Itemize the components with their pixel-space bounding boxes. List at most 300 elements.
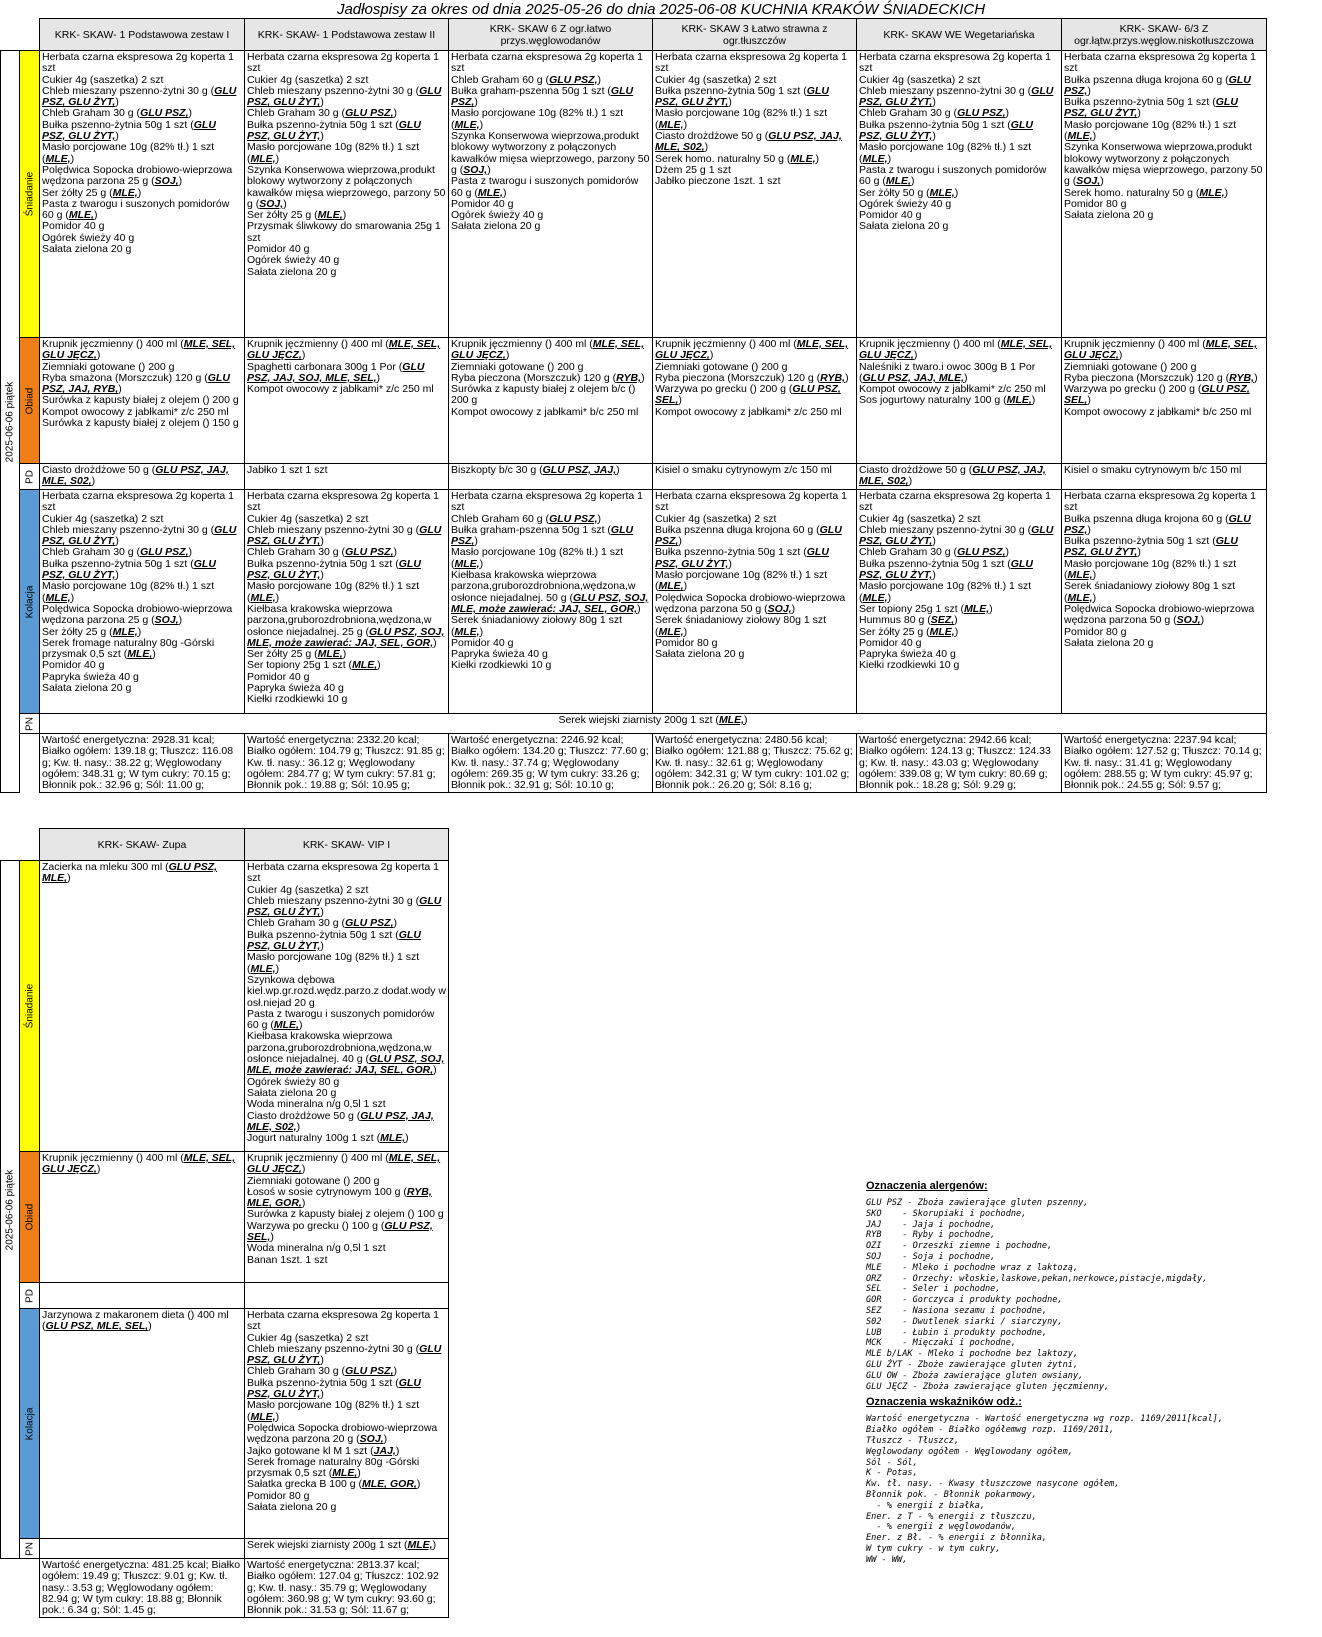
menu-item: Szynka Konserwowa wieprzowa,produkt blokowy wytworzony z połączonych kawałków mięsa wieprzowego, parzony 50 g (SOJ,) [451, 130, 650, 176]
allergen-codes: SOJ, [359, 1433, 384, 1446]
menu-item: Pasta z twarogu i suszonych pomidorów 60 g (MLE,) [42, 197, 230, 222]
menu-item: Kiełki rzodkiewki 10 g [859, 659, 960, 672]
meal-label-pd: PD [20, 1283, 40, 1309]
allergen-codes: MLE, [112, 625, 138, 638]
menu-item: Krupnik jęczmienny () 400 ml (MLE, SEL, GLU JĘCZ,) [859, 338, 1053, 362]
diet-header: KRK- SKAW- VIP I [245, 829, 449, 861]
menu-item: Szynka Konserwowa wieprzowa,produkt blokowy wytworzony z połączonych kawałków mięsa wieprzowego, parzony 50 g (SOJ,) [247, 163, 446, 210]
pd-cell [857, 464, 1062, 490]
menu-item: Serek śniadaniowy ziołowy 80g 1 szt (MLE,) [1064, 580, 1236, 604]
allergen-codes: GLU PSZ, JAJ, SOJ, MLE, SEL, [247, 360, 425, 384]
menu-item: Krupnik jęczmienny () 400 ml (MLE, SEL, GLU JĘCZ,) [42, 338, 236, 362]
allergen-codes: GLU PSZ, [957, 107, 1006, 120]
lunch-cell [40, 338, 245, 464]
legend-entry: MLE b/LAK - Mleko i pochodne bez laktozy, [866, 1349, 1079, 1360]
allergen-codes: GLU PSZ, SEL, [1064, 383, 1250, 407]
legend-entry: MCK - Mięczaki i pochodne, [866, 1338, 1017, 1349]
menu-item: Herbata czarna ekspresowa 2g koperta 1 szt [247, 490, 440, 514]
allergen-codes: SOJ, [767, 602, 792, 615]
allergen-codes: MLE, SEL, GLU JĘCZ, [42, 1152, 236, 1176]
diet-header: KRK- SKAW- 1 Podstawowa zestaw I [40, 19, 245, 51]
menu-item: Bułka pszenno-żytnia 50g 1 szt (GLU PSZ, GLU ŻYT,) [247, 1376, 421, 1401]
menu-item: Dżem 25 g 1 szt [655, 163, 731, 176]
menu-item: Pomidor 40 g [42, 220, 105, 233]
allergen-codes: GLU PSZ, GLU ŻYT, [247, 894, 442, 919]
menu-item: Ser topiony 25g 1 szt (MLE,) [859, 602, 993, 615]
menu-item: Papryka świeża 40 g [247, 682, 344, 695]
legend-entry: Białko ogółem - Białko ogółemwg rozp. 1169/2011, [866, 1425, 1115, 1436]
menu-item: Krupnik jęczmienny () 400 ml (MLE, SEL, GLU JĘCZ,) [42, 1152, 236, 1176]
menu-item: Bułka graham-pszenna 50g 1 szt (GLU PSZ,) [451, 523, 634, 548]
allergen-codes: GLU PSZ, MLE, SEL, [45, 1320, 149, 1333]
allergen-list [866, 1198, 1316, 1392]
menu-item: Masło porcjowane 10g (82% tł.) 1 szt (MLE,) [655, 107, 828, 131]
lunch-cell [857, 338, 1062, 464]
pd-cell [653, 464, 857, 490]
allergen-codes: GLU PSZ, GLU ŻYT, [42, 84, 237, 109]
menu-item: Krupnik jęczmienny () 400 ml (MLE, SEL, GLU JĘCZ,) [451, 338, 645, 362]
allergen-codes: GLU PSZ, JAJ, MLE, S02, [859, 464, 1046, 488]
menu-item: Bułka pszenno-żytnia 50g 1 szt (GLU PSZ, GLU ŻYT,) [1064, 96, 1238, 120]
allergen-codes: SOJ, [1076, 175, 1101, 188]
menu-item: Kompot owocowy z jabłkami* z/c 250 ml [247, 383, 434, 396]
allergen-codes: RYB, [820, 371, 846, 384]
dinner-cell [1062, 490, 1267, 714]
allergen-codes: GLU PSZ, GLU ŻYT, [247, 928, 421, 953]
menu-item: Chleb Graham 30 g (GLU PSZ,) [859, 546, 1009, 559]
menu-item: Sałata zielona 20 g [859, 220, 949, 233]
allergen-codes: MLE, [250, 152, 276, 165]
allergen-codes: MLE, SEL, GLU JĘCZ, [42, 338, 236, 362]
nutrition-cell: Wartość energetyczna: 2942.66 kcal; Białko ogółem: 124.13 g; Tłuszcz: 124.33 g; Kw. tł. nasy.: 43.03 g; Węglowodany ogółem: 339.08 g; W tym cukry: 80.69 g; Błonnik pok.: 18.28 g; Sól: 9.29 g; [857, 734, 1062, 793]
menu-item: Papryka świeża 40 g [42, 670, 139, 683]
meal-label-pn: PN [20, 714, 40, 734]
diet-header: KRK- SKAW- Zupa [40, 829, 245, 861]
menu-item: Przysmak śliwkowy do smarowania 25g 1 szt [247, 220, 441, 244]
allergen-codes: MLE, [1067, 569, 1093, 582]
menu-item: Sałata zielona 20 g [42, 682, 132, 695]
menu-item: Cukier 4g (saszetka) 2 szt [655, 512, 777, 525]
lunch-cell [1062, 338, 1267, 464]
allergen-codes: GLU PSZ, SOJ, MLE, może zawierać: JAJ, SEL, GOR, [451, 591, 649, 615]
menu-item: Herbata czarna ekspresowa 2g koperta 1 szt [1064, 490, 1257, 514]
legend-entry: RYB - Ryby i pochodne, [866, 1230, 996, 1241]
breakfast-cell [40, 861, 245, 1152]
menu-item: Ser żółty 50 g (MLE,) [859, 186, 959, 199]
menu-item: Masło porcjowane 10g (82% tł.) 1 szt (MLE,) [247, 580, 420, 604]
menu-item: Chleb Graham 30 g (GLU PSZ,) [247, 917, 397, 930]
menu-item: Warzywa po grecku () 100 g (GLU PSZ, SEL,) [247, 1219, 433, 1244]
menu-item: Krupnik jęczmienny () 400 ml (MLE, SEL, GLU JĘCZ,) [247, 338, 441, 362]
menu-item: Ser żółty 25 g (MLE,) [42, 186, 142, 199]
menu-item: Polędwica Sopocka drobiowo-wieprzowa wędzona parzona 20 g (SOJ,) [247, 1421, 438, 1446]
menu-item: Chleb Graham 30 g (GLU PSZ,) [42, 107, 192, 120]
menu-item: Ogórek świeży 80 g [247, 1075, 340, 1088]
menu-item: Warzywa po grecku () 200 g (GLU PSZ, SEL,) [655, 383, 841, 407]
allergen-codes: MLE, [658, 580, 684, 593]
legend-entry: MLE - Mleko i pochodne wraz z laktozą, [866, 1262, 1079, 1273]
menu-item: Kompot owocowy z jabłkami* b/c 250 ml [451, 405, 639, 418]
menu-item: Ogórek świeży 40 g [859, 197, 952, 210]
meal-label-breakfast: Śniadanie [20, 51, 40, 338]
breakfast-cell [40, 51, 245, 338]
menu-item: Ser żółty 25 g (MLE,) [247, 648, 347, 661]
allergen-codes: GLU PSZ, SOJ, MLE, może zawierać: JAJ, SEL, GOR, [247, 625, 445, 649]
menu-item: Jogurt naturalny 100g 1 szt (MLE,) [247, 1132, 409, 1145]
menu-item: Bułka pszenno-żytnia 50g 1 szt (GLU PSZ, GLU ŻYT,) [859, 118, 1033, 143]
legend-entry: K - Potas, [866, 1468, 918, 1479]
legend-entry: WW - WW, [866, 1554, 908, 1565]
menu-item: Masło porcjowane 10g (82% tł.) 1 szt (MLE,) [1064, 118, 1237, 143]
menu-item: Kisiel o smaku cytrynowym b/c 150 ml [1064, 464, 1242, 476]
legend-entry: GLU OW - Zboża zawierające gluten owsiany, [866, 1370, 1084, 1381]
allergen-codes: GLU PSZ, JAJ, MLE, S02, [42, 464, 229, 488]
legend-entry: SEZ - Nasiona sezamu i pochodne, [866, 1305, 1048, 1316]
menu-table-bottom [0, 828, 449, 1618]
menu-item: Hummus 80 g (SEZ,) [859, 614, 958, 627]
allergen-codes: MLE, [45, 152, 71, 165]
allergen-codes: MLE, [929, 625, 955, 638]
allergen-codes: GLU PSZ, MLE, [42, 861, 218, 885]
allergen-codes: MLE, GOR, [361, 1478, 417, 1491]
menu-item: Masło porcjowane 10g (82% tł.) 1 szt (MLE,) [247, 1399, 420, 1423]
menu-item: Masło porcjowane 10g (82% tł.) 1 szt (MLE,) [451, 546, 624, 570]
menu-item: Cukier 4g (saszetka) 2 szt [247, 1331, 369, 1344]
menu-item: Banan 1szt. 1 szt [247, 1253, 328, 1266]
menu-item: Bułka pszenno-żytnia 50g 1 szt (GLU PSZ, GLU ŻYT,) [859, 557, 1033, 582]
allergen-codes: GLU PSZ, [1064, 73, 1251, 97]
allergen-codes: SOJ, [154, 614, 179, 627]
allergen-codes: MLE, [407, 1539, 433, 1551]
menu-item: Ciasto drożdżowe 50 g (GLU PSZ, JAJ, MLE, S02,) [247, 1109, 434, 1133]
indicator-list [866, 1414, 1316, 1565]
allergen-codes: RYB, MLE, GOR, [247, 1185, 432, 1210]
menu-item: Ogórek świeży 40 g [451, 209, 544, 222]
menu-item: Chleb mieszany pszenno-żytni 30 g (GLU PSZ, GLU ŻYT,) [247, 523, 442, 548]
allergen-codes: MLE, SEL, GLU JĘCZ, [247, 338, 441, 362]
menu-item: Biszkopty b/c 30 g (GLU PSZ, JAJ,) [451, 464, 620, 476]
menu-item: Kiełbasa krakowska wieprzowa parzona,gruborozdrobniona,wędzona,w osłonce niejadalnej. 25 g (GLU PSZ, SOJ, MLE, może zawierać: JAJ, SEL, GOR,) [247, 602, 445, 649]
menu-item: Cukier 4g (saszetka) 2 szt [42, 73, 164, 86]
menu-item: Bułka pszenno-żytnia 50g 1 szt (GLU PSZ, GLU ŻYT,) [42, 118, 216, 143]
dinner-cell [40, 1309, 245, 1539]
legend-entry: SEL - Seler i pochodne, [866, 1284, 1001, 1295]
menu-item: Pomidor 80 g [655, 636, 718, 649]
diet-header: KRK- SKAW- 6/3 Z ogr.łątw.przys.węglow.niskotłuszczowa [1062, 19, 1267, 51]
allergen-codes: MLE, SEL, GLU JĘCZ, [451, 338, 645, 362]
dinner-cell [653, 490, 857, 714]
menu-item: Ziemniaki gotowane () 200 g [42, 360, 175, 373]
allergen-codes: GLU PSZ, [1064, 512, 1251, 536]
menu-item: Krupnik jęczmienny () 400 ml (MLE, SEL, GLU JĘCZ,) [1064, 338, 1258, 362]
allergen-codes: MLE, SEL, GLU JĘCZ, [247, 1152, 441, 1176]
menu-item: Bułka pszenno-żytnia 50g 1 szt (GLU PSZ, GLU ŻYT,) [1064, 535, 1238, 559]
diet-header: KRK- SKAW WE Wegetariańska [857, 19, 1062, 51]
menu-item: Ser żółty 25 g (MLE,) [859, 625, 959, 638]
menu-item: Herbata czarna ekspresowa 2g koperta 1 szt [655, 490, 848, 514]
allergen-codes: MLE, SEL, GLU JĘCZ, [859, 338, 1053, 362]
menu-item: Surówka z kapusty białej z olejem () 100 g [247, 1208, 444, 1221]
allergen-codes: MLE, [1199, 186, 1225, 199]
allergen-codes: GLU PSZ, GLU ŻYT, [859, 84, 1054, 109]
menu-item: Jarzynowa z makaronem dieta () 400 ml (GLU PSZ, MLE, SEL,) [42, 1309, 229, 1333]
nutrition-cell: Wartość energetyczna: 2237.94 kcal; Białko ogółem: 127.52 g; Tłuszcz: 70.14 g; Kw. tł. nasy.: 31.41 g; Węglowodany ogółem: 288.55 g; W tym cukry: 45.97 g; Błonnik pok.: 24.55 g; Sól: 9.57 g; [1062, 734, 1267, 793]
menu-item: Papryka świeża 40 g [451, 648, 548, 661]
menu-item: Masło porcjowane 10g (82% tł.) 1 szt (MLE,) [42, 141, 215, 165]
menu-item: Bułka pszenno-żytnia 50g 1 szt (GLU PSZ, GLU ŻYT,) [247, 928, 421, 953]
legend-entry: SKO - Skorupiaki i pochodne, [866, 1208, 1027, 1219]
menu-item: Chleb mieszany pszenno-żytni 30 g (GLU PSZ, GLU ŻYT,) [247, 84, 442, 109]
menu-item: Surówka z kapusty białej z olejem b/c () 200 g [451, 383, 636, 407]
allergen-codes: GLU PSZ, SEL, [655, 383, 841, 407]
menu-item: Herbata czarna ekspresowa 2g koperta 1 szt [859, 51, 1052, 75]
allergen-codes: GLU PSZ, GLU ŻYT, [1064, 535, 1238, 559]
menu-item: Pomidor 40 g [451, 197, 514, 210]
menu-item: Pomidor 40 g [451, 636, 514, 649]
menu-item: Chleb Graham 30 g (GLU PSZ,) [247, 107, 397, 120]
menu-item: Herbata czarna ekspresowa 2g koperta 1 szt [1064, 51, 1257, 75]
menu-item: Sałata zielona 20 g [247, 265, 337, 278]
allergen-codes: GLU PSZ, [549, 512, 598, 525]
allergen-codes: GLU PSZ, [345, 917, 394, 930]
menu-item: Łosoś w sosie cytrynowym 100 g (RYB, MLE, GOR,) [247, 1185, 432, 1210]
meal-label-pd: PD [20, 464, 40, 490]
legend-entry: GLU JĘCZ - Zboża zawierające gluten jęczmienny, [866, 1381, 1110, 1392]
menu-item: Serek fromage naturalny 80g -Górski przysmak 0,5 szt (MLE,) [42, 636, 215, 661]
legend-entry: Sól - Sól, [866, 1457, 918, 1468]
menu-item: Cukier 4g (saszetka) 2 szt [247, 883, 369, 896]
nutrition-cell: Wartość energetyczna: 2928.31 kcal; Białko ogółem: 139.18 g; Tłuszcz: 116.08 g; Kw. tł. nasy.: 38.22 g; Węglowodany ogółem: 348.31 g; W tym cukry: 70.15 g; Błonnik pok.: 32.96 g; Sól: 11.00 g; [40, 734, 245, 793]
diet-header: KRK- SKAW- 1 Podstawowa zestaw II [245, 19, 449, 51]
meal-label-breakfast: Śniadanie [20, 861, 40, 1152]
menu-item: Ryba pieczona (Morszczuk) 120 g (RYB,) [655, 371, 849, 384]
menu-item: Chleb Graham 30 g (GLU PSZ,) [247, 546, 397, 559]
allergen-codes: MLE, [658, 625, 684, 638]
breakfast-cell [857, 51, 1062, 338]
dinner-cell [449, 490, 653, 714]
allergen-codes: MLE, [273, 1019, 299, 1032]
menu-item: Chleb mieszany pszenno-żytni 30 g (GLU PSZ, GLU ŻYT,) [247, 894, 442, 919]
menu-table-top [0, 18, 1267, 793]
menu-item: Spaghetti carbonara 300g 1 Por (GLU PSZ, JAJ, SOJ, MLE, SEL,) [247, 360, 425, 384]
menu-item: Ogórek świeży 40 g [247, 254, 340, 267]
menu-item: Cukier 4g (saszetka) 2 szt [247, 73, 369, 86]
allergen-codes: GLU PSZ, [345, 546, 394, 559]
breakfast-cell [1062, 51, 1267, 338]
allergen-codes: MLE, [250, 962, 276, 975]
indicator-legend-title: Oznaczenia wskaźników odż.: [866, 1396, 1022, 1409]
menu-item: Masło porcjowane 10g (82% tł.) 1 szt (MLE,) [247, 141, 420, 165]
allergen-codes: GLU PSZ, JAJ, MLE, S02, [655, 130, 842, 154]
menu-item: Polędwica Sopocka drobiowo-wieprzowa wędzona parzona 50 g (SOJ,) [1064, 602, 1255, 627]
menu-item: Herbata czarna ekspresowa 2g koperta 1 szt [655, 51, 848, 75]
allergen-codes: GLU PSZ, GLU ŻYT, [1064, 96, 1238, 120]
menu-item: Kisiel o smaku cytrynowym z/c 150 ml [655, 464, 832, 476]
menu-item: Pomidor 40 g [247, 243, 310, 256]
meal-label-dinner: Kolacja [20, 1309, 40, 1539]
menu-item: Herbata czarna ekspresowa 2g koperta 1 szt [42, 51, 235, 75]
menu-item: Polędwica Sopocka drobiowo-wieprzowa wędzona parzona 25 g (SOJ,) [42, 602, 233, 627]
menu-item: Sałata zielona 20 g [247, 1086, 337, 1099]
lunch-cell [245, 338, 449, 464]
allergen-codes: MLE, [250, 1410, 276, 1423]
menu-item: Serek śniadaniowy ziołowy 80g 1 szt (MLE,) [451, 614, 623, 638]
allergen-codes: MLE, SEL, GLU JĘCZ, [655, 338, 849, 362]
allergen-codes: MLE, [1006, 394, 1032, 407]
legend-entry: ORZ - Orzechy: włoskie,laskowe,pekan,nerkowce,pistacje,migdały, [866, 1273, 1208, 1284]
allergen-codes: SOJ, [1176, 614, 1201, 627]
menu-item: Chleb Graham 60 g (GLU PSZ,) [451, 512, 601, 525]
menu-item: Cukier 4g (saszetka) 2 szt [247, 512, 369, 525]
legend-entry: Ener. z T - % energii z tłuszczu, [866, 1511, 1037, 1522]
menu-item: Pomidor 80 g [1064, 197, 1127, 210]
allergen-codes: GLU PSZ, SOJ, MLE, może zawierać: JAJ, SEL, GOR, [247, 1053, 445, 1077]
menu-item: Herbata czarna ekspresowa 2g koperta 1 szt [247, 1309, 440, 1333]
menu-item: Masło porcjowane 10g (82% tł.) 1 szt (MLE,) [859, 141, 1032, 165]
menu-item: Ziemniaki gotowane () 200 g [1064, 360, 1197, 373]
allergen-codes: GLU PSZ, JAJ, RYB, [42, 371, 230, 396]
allergen-codes: GLU PSZ, GLU ŻYT, [247, 118, 421, 143]
allergen-codes: GLU PSZ, GLU ŻYT, [42, 557, 216, 582]
menu-item: Papryka świeża 40 g [859, 648, 956, 661]
meal-label-lunch: Obiad [20, 338, 40, 464]
menu-item: Masło porcjowane 10g (82% tł.) 1 szt (MLE,) [1064, 557, 1237, 582]
allergen-codes: GLU PSZ, JAJ, MLE, S02, [247, 1109, 434, 1133]
legend-entry: - % energii z białka, [866, 1500, 985, 1511]
allergen-codes: SOJ, [154, 175, 179, 188]
menu-item: Pasta z twarogu i suszonych pomidorów 60 g (MLE,) [451, 175, 639, 199]
allergen-codes: RYB, [1229, 371, 1255, 384]
lunch-cell [449, 338, 653, 464]
pn-cell [40, 714, 1267, 734]
nutrition-cell: Wartość energetyczna: 2332.20 kcal; Białko ogółem: 104.79 g; Tłuszcz: 91.85 g; Kw. tł. nasy.: 36.12 g; Węglowodany ogółem: 284.77 g; W tym cukry: 57.81 g; Błonnik pok.: 19.88 g; Sól: 10.95 g; [245, 734, 449, 793]
allergen-codes: MLE, [112, 186, 138, 199]
menu-item: Sałatka grecka B 100 g (MLE, GOR,) [247, 1478, 421, 1491]
menu-item: Bułka graham-pszenna 50g 1 szt (GLU PSZ,) [451, 84, 634, 109]
allergen-codes: GLU PSZ, GLU ŻYT, [859, 557, 1033, 582]
menu-item: Chleb mieszany pszenno-żytni 30 g (GLU PSZ, GLU ŻYT,) [859, 523, 1054, 548]
meal-label-lunch: Obiad [20, 1152, 40, 1283]
pd-cell [40, 464, 245, 490]
menu-item: Chleb Graham 30 g (GLU PSZ,) [42, 546, 192, 559]
menu-item: Bułka pszenna długa krojona 60 g (GLU PSZ,) [1064, 512, 1251, 536]
menu-item: Kiełbasa krakowska wieprzowa parzona,gruborozdrobniona,wędzona,w osłonce niejadalnej. 40 g (GLU PSZ, SOJ, MLE, może zawierać: JAJ, SEL, GOR,) [247, 1030, 445, 1077]
breakfast-cell [449, 51, 653, 338]
allergen-codes: GLU PSZ, GLU ŻYT, [859, 523, 1054, 548]
diet-header: KRK- SKAW 3 Łatwo strawna z ogr.tłuszczów [653, 19, 857, 51]
date-cell: 2025-06-06 piątek [1, 861, 20, 1559]
dinner-cell [40, 490, 245, 714]
menu-item: Polędwica Sopocka drobiowo-wieprzowa wędzona parzona 25 g (SOJ,) [42, 163, 233, 188]
menu-item: Bułka pszenno-żytnia 50g 1 szt (GLU PSZ, GLU ŻYT,) [655, 84, 829, 109]
menu-item: Pomidor 40 g [859, 636, 922, 649]
allergen-codes: MLE, [454, 557, 480, 570]
allergen-codes: GLU PSZ, JAJ, [542, 464, 617, 476]
lunch-cell [653, 338, 857, 464]
menu-item: Zacierka na mleku 300 ml (GLU PSZ, MLE,) [42, 861, 218, 885]
menu-item: Pasta z twarogu i suszonych pomidorów 60 g (MLE,) [247, 1007, 435, 1032]
menu-item: Herbata czarna ekspresowa 2g koperta 1 szt [859, 490, 1052, 514]
allergen-codes: GLU PSZ, GLU ŻYT, [247, 523, 442, 548]
legend-entry: W tym cukry - w tym cukry, [866, 1543, 1001, 1554]
menu-item: Masło porcjowane 10g (82% tł.) 1 szt (MLE,) [247, 951, 420, 975]
legend-entry: Kw. tł. nasy. - Kwasy tłuszczowe nasycone ogółem, [866, 1479, 1120, 1490]
allergen-codes: MLE, [317, 648, 343, 661]
menu-item: Warzywa po grecku () 200 g (GLU PSZ, SEL,) [1064, 383, 1250, 407]
menu-item: Krupnik jęczmienny () 400 ml (MLE, SEL, GLU JĘCZ,) [247, 1152, 441, 1176]
menu-item: Sałata zielona 20 g [247, 1501, 337, 1514]
menu-item: Bułka pszenno-żytnia 50g 1 szt (GLU PSZ, GLU ŻYT,) [247, 118, 421, 143]
allergen-codes: GLU PSZ, [345, 1365, 394, 1378]
menu-item: Kiełki rzodkiewki 10 g [247, 693, 348, 706]
lunch-cell [40, 1152, 245, 1283]
allergen-codes: GLU PSZ, GLU ŻYT, [247, 557, 421, 582]
menu-item: Herbata czarna ekspresowa 2g koperta 1 szt [42, 490, 235, 514]
meal-label-pn: PN [20, 1539, 40, 1559]
menu-item: Surówka z kapusty białej z olejem () 150 g [42, 417, 239, 430]
menu-item: Ryba smażona (Morszczuk) 120 g (GLU PSZ, JAJ, RYB,) [42, 371, 230, 396]
menu-item: Bułka pszenno-żytnia 50g 1 szt (GLU PSZ, GLU ŻYT,) [655, 546, 829, 570]
legend-entry: LUB - Łubin i produkty pochodne, [866, 1327, 1048, 1338]
menu-item: Chleb Graham 30 g (GLU PSZ,) [247, 1365, 397, 1378]
pn-cell [245, 1539, 449, 1559]
menu-item: Pasta z twarogu i suszonych pomidorów 60 g (MLE,) [859, 163, 1047, 188]
menu-item: Masło porcjowane 10g (82% tł.) 1 szt (MLE,) [859, 580, 1032, 604]
menu-item: Bułka pszenno-żytnia 50g 1 szt (GLU PSZ, GLU ŻYT,) [42, 557, 216, 582]
allergen-codes: MLE, [332, 1467, 358, 1480]
menu-item: Ser topiony 25g 1 szt (MLE,) [247, 659, 381, 672]
nutrition-cell: Wartość energetyczna: 481.25 kcal; Białko ogółem: 19.49 g; Tłuszcz: 9.01 g; Kw. tł. nasy.: 3.53 g; Węglowodany ogółem: 82.94 g; W tym cukry: 18.88 g; Błonnik pok.: 6.34 g; Sól: 1.45 g; [40, 1559, 245, 1618]
menu-item: Ryba pieczona (Morszczuk) 120 g (RYB,) [1064, 371, 1258, 384]
menu-item: Chleb mieszany pszenno-żytni 30 g (GLU PSZ, GLU ŻYT,) [42, 84, 237, 109]
allergen-codes: MLE, [1067, 591, 1093, 604]
menu-item: Ser żółty 25 g (MLE,) [247, 209, 347, 222]
menu-item: Cukier 4g (saszetka) 2 szt [859, 512, 981, 525]
pd-cell [245, 1283, 449, 1309]
menu-item: Ziemniaki gotowane () 200 g [247, 1174, 380, 1187]
dinner-cell [245, 1309, 449, 1539]
menu-item: Chleb mieszany pszenno-żytni 30 g (GLU PSZ, GLU ŻYT,) [859, 84, 1054, 109]
nutrition-cell: Wartość energetyczna: 2480.56 kcal; Białko ogółem: 121.88 g; Tłuszcz: 75.62 g; Kw. tł. nasy.: 32.61 g; Węglowodany ogółem: 342.31 g; W tym cukry: 101.02 g; Błonnik pok.: 26.20 g; Sól: 8.16 g; [653, 734, 857, 793]
allergen-codes: MLE, [718, 714, 745, 726]
allergen-codes: MLE, [45, 591, 71, 604]
allergen-codes: GLU PSZ, [345, 107, 394, 120]
allergen-codes: SEZ, [930, 614, 955, 627]
menu-item: Serek śniadaniowy ziołowy 80g 1 szt (MLE,) [655, 614, 827, 638]
menu-item: Sałata zielona 20 g [1064, 209, 1154, 222]
dinner-cell [245, 490, 449, 714]
legend-entry: GLU ŻYT - Zboże zawierające gluten żytni, [866, 1359, 1079, 1370]
menu-item: Jabłko pieczone 1szt. 1 szt [655, 175, 781, 188]
legend-entry: GOR - Gorczyca i produkty pochodne, [866, 1295, 1063, 1306]
allergen-codes: MLE, [964, 602, 990, 615]
menu-item: Ziemniaki gotowane () 200 g [655, 360, 788, 373]
breakfast-cell [245, 861, 449, 1152]
menu-item: Masło porcjowane 10g (82% tł.) 1 szt (MLE,) [655, 569, 828, 593]
menu-item: Pomidor 40 g [247, 670, 310, 683]
allergen-codes: MLE, [127, 648, 153, 661]
menu-item: Pomidor 40 g [859, 209, 922, 222]
menu-item: Chleb Graham 60 g (GLU PSZ,) [451, 73, 601, 86]
allergen-codes: GLU PSZ, GLU ŻYT, [42, 118, 216, 143]
allergen-codes: GLU PSZ, GLU ŻYT, [42, 523, 237, 548]
allergen-codes: MLE, [454, 118, 480, 131]
menu-item: Herbata czarna ekspresowa 2g koperta 1 szt [247, 51, 440, 75]
menu-item: Ciasto drożdżowe 50 g (GLU PSZ, JAJ, MLE, S02,) [859, 464, 1046, 488]
menu-item: Serek wiejski ziarnisty 200g 1 szt (MLE,) [247, 1539, 437, 1551]
pn-cell [40, 1539, 245, 1559]
menu-item: Sos jogurtowy naturalny 100 g (MLE,) [859, 394, 1036, 407]
